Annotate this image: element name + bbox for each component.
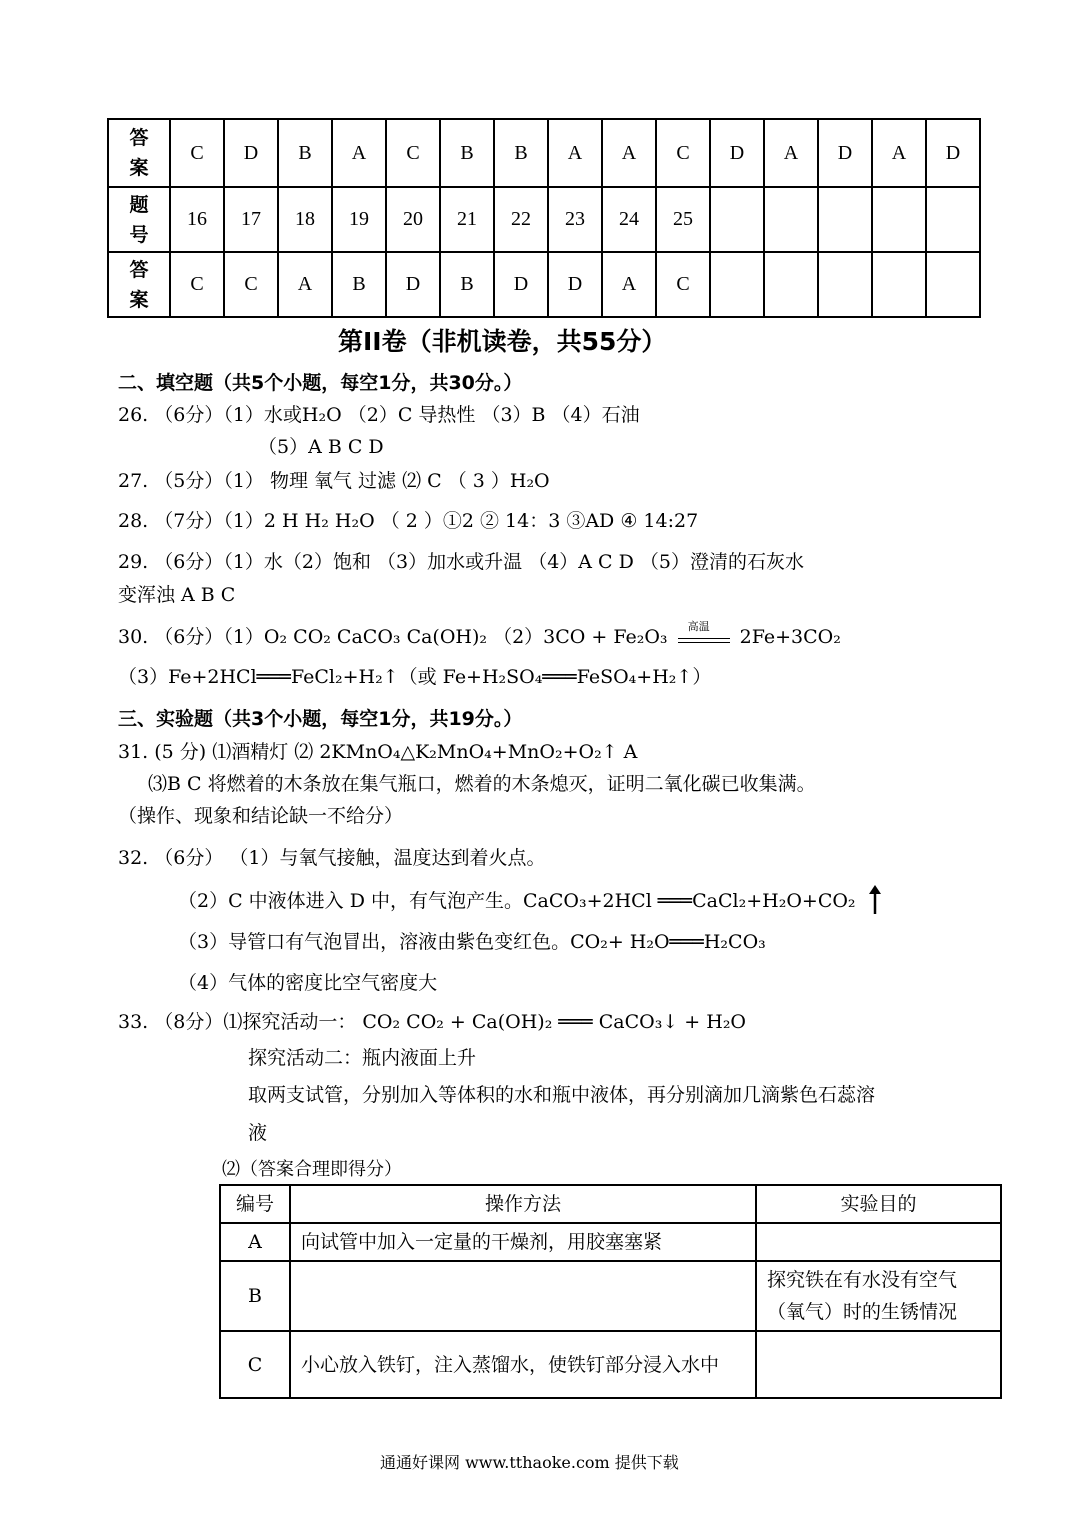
row-method — [290, 1261, 756, 1331]
answer-cell: A — [602, 252, 656, 317]
question-number-cell: 24 — [602, 187, 656, 252]
question-27: 27. （5分）（1） 物理 氧气 过滤 ⑵ C （ 3 ）H₂O — [118, 470, 550, 492]
answer-cell: A — [764, 119, 818, 187]
question-32-equation: （2）C 中液体进入 D 中，有气泡产生。CaCO₃+2HCl ═══CaCl₂+H₂O+CO₂ — [178, 890, 856, 912]
question-number-cell: 25 — [656, 187, 710, 252]
question-30-product: 2Fe+3CO₂ — [739, 626, 841, 648]
question-32-line-2 — [178, 885, 882, 915]
answer-cell: D — [710, 119, 764, 187]
equals-line-bottom — [678, 642, 730, 643]
empty-cell — [872, 187, 926, 252]
answer-cell: D — [818, 119, 872, 187]
answer-cell: D — [548, 252, 602, 317]
experiment-row-c — [220, 1331, 1001, 1398]
question-number-cell: 22 — [494, 187, 548, 252]
empty-cell — [710, 252, 764, 317]
question-29-line-2: 变浑浊 A B C — [118, 584, 236, 606]
question-33-line-3: 取两支试管，分别加入等体积的水和瓶中液体，再分别滴加几滴紫色石蕊溶 — [248, 1084, 876, 1106]
answer-cell: A — [602, 119, 656, 187]
answer-cell: A — [332, 119, 386, 187]
question-28: 28. （7分）（1）2 H H₂ H₂O （ 2 ）①2 ② 14：3 ③AD ④ 14:27 — [118, 510, 699, 532]
question-number-cell: 21 — [440, 187, 494, 252]
section-2-heading: 二、填空题（共5个小题，每空1分，共30分。） — [118, 372, 523, 394]
empty-cell — [710, 187, 764, 252]
question-33-line-2: 探究活动二：瓶内液面上升 — [248, 1047, 477, 1069]
header-method: 操作方法 — [290, 1185, 756, 1223]
row-id: B — [220, 1261, 290, 1331]
answer-cell: A — [548, 119, 602, 187]
reaction-condition — [674, 620, 734, 648]
question-33-line-1: 33. （8分）⑴探究活动一： CO₂ CO₂ + Ca(OH)₂ ═══ CaCO₃↓ + H₂O — [118, 1011, 747, 1033]
answer-row-2 — [108, 187, 980, 252]
answer-cell: D — [926, 119, 980, 187]
row-method: 小心放入铁钉，注入蒸馏水，使铁钉部分浸入水中 — [290, 1331, 756, 1398]
empty-cell — [926, 187, 980, 252]
question-31-line-2: ⑶B C 将燃着的木条放在集气瓶口，燃着的木条熄灭，证明二氧化碳已收集满。 — [148, 773, 816, 795]
header-purpose: 实验目的 — [756, 1185, 1001, 1223]
empty-cell — [818, 252, 872, 317]
row-id: C — [220, 1331, 290, 1398]
header-id: 编号 — [220, 1185, 290, 1223]
question-31-line-1: 31. (5 分) ⑴酒精灯 ⑵ 2KMnO₄△K₂MnO₄+MnO₂+O₂↑ A — [118, 741, 638, 763]
answer-cell: B — [440, 119, 494, 187]
answer-cell: B — [494, 119, 548, 187]
question-number-cell: 17 — [224, 187, 278, 252]
experiment-row-b — [220, 1261, 1001, 1331]
answer-cell: D — [224, 119, 278, 187]
question-number-cell: 23 — [548, 187, 602, 252]
question-30-line-1 — [118, 622, 841, 649]
answer-cell: C — [656, 119, 710, 187]
row-id: A — [220, 1223, 290, 1261]
section-3-heading: 三、实验题（共3个小题，每空1分，共19分。） — [118, 708, 523, 730]
row-header: 题 号 — [108, 187, 170, 252]
condition-label: 高温 — [687, 620, 710, 633]
row-header: 答 案 — [108, 252, 170, 317]
empty-cell — [764, 252, 818, 317]
empty-cell — [872, 252, 926, 317]
answer-cell: D — [386, 252, 440, 317]
row-header: 答 案 — [108, 119, 170, 187]
empty-cell — [764, 187, 818, 252]
question-32-line-3: （3）导管口有气泡冒出，溶液由紫色变红色。CO₂+ H₂O═══H₂CO₃ — [178, 931, 766, 953]
equals-line-top — [678, 638, 730, 639]
answer-cell: C — [170, 252, 224, 317]
answer-cell: C — [386, 119, 440, 187]
answer-cell: B — [440, 252, 494, 317]
answer-cell: D — [494, 252, 548, 317]
empty-cell — [818, 187, 872, 252]
question-26-line-1: 26. （6分）（1）水或H₂O （2）C 导热性 （3）B （4）石油 — [118, 404, 640, 426]
question-29-line-1: 29. （6分）（1）水（2）饱和 （3）加水或升温 （4）A C D （5）澄清的石灰水 — [118, 551, 804, 573]
question-33-line-4: 液 — [248, 1122, 268, 1144]
row-purpose: 探究铁在有水没有空气（氧气）时的生锈情况 — [756, 1261, 1001, 1331]
question-33-note: ⑵（答案合理即得分） — [222, 1159, 402, 1180]
answer-cell: B — [332, 252, 386, 317]
question-number-cell: 16 — [170, 187, 224, 252]
answer-cell: A — [872, 119, 926, 187]
question-number-cell: 20 — [386, 187, 440, 252]
answer-cell: C — [170, 119, 224, 187]
question-30-text: 30. （6分）（1）O₂ CO₂ CaCO₃ Ca(OH)₂ （2）3CO + Fe₂O₃ — [118, 626, 668, 648]
question-number-cell: 18 — [278, 187, 332, 252]
experiment-row-a — [220, 1223, 1001, 1261]
question-32-line-4: （4）气体的密度比空气密度大 — [178, 972, 438, 994]
question-32-line-1: 32. （6分） （1）与氧气接触，温度达到着火点。 — [118, 847, 546, 869]
arrow-up-icon — [868, 885, 882, 915]
answer-cell: B — [278, 119, 332, 187]
section-title: 第II卷（非机读卷，共55分） — [338, 327, 667, 356]
empty-cell — [926, 252, 980, 317]
question-30-line-2: （3）Fe+2HCl═══FeCl₂+H₂↑（或 Fe+H₂SO₄═══FeSO₄+H₂↑） — [118, 666, 712, 688]
row-purpose — [756, 1223, 1001, 1261]
answer-cell: C — [224, 252, 278, 317]
question-31-line-3: （操作、现象和结论缺一不给分） — [118, 805, 404, 827]
answer-row-1 — [108, 119, 980, 187]
experiment-table — [219, 1184, 1002, 1399]
answer-cell: A — [278, 252, 332, 317]
answer-cell: C — [656, 252, 710, 317]
answer-table — [107, 118, 981, 318]
experiment-header-row — [220, 1185, 1001, 1223]
footer-text: 通通好课网 www.tthaoke.com 提供下载 — [380, 1453, 679, 1472]
question-26-line-2: （5）A B C D — [258, 436, 384, 458]
question-number-cell: 19 — [332, 187, 386, 252]
row-method: 向试管中加入一定量的干燥剂，用胶塞塞紧 — [290, 1223, 756, 1261]
row-purpose — [756, 1331, 1001, 1398]
answer-row-3 — [108, 252, 980, 317]
